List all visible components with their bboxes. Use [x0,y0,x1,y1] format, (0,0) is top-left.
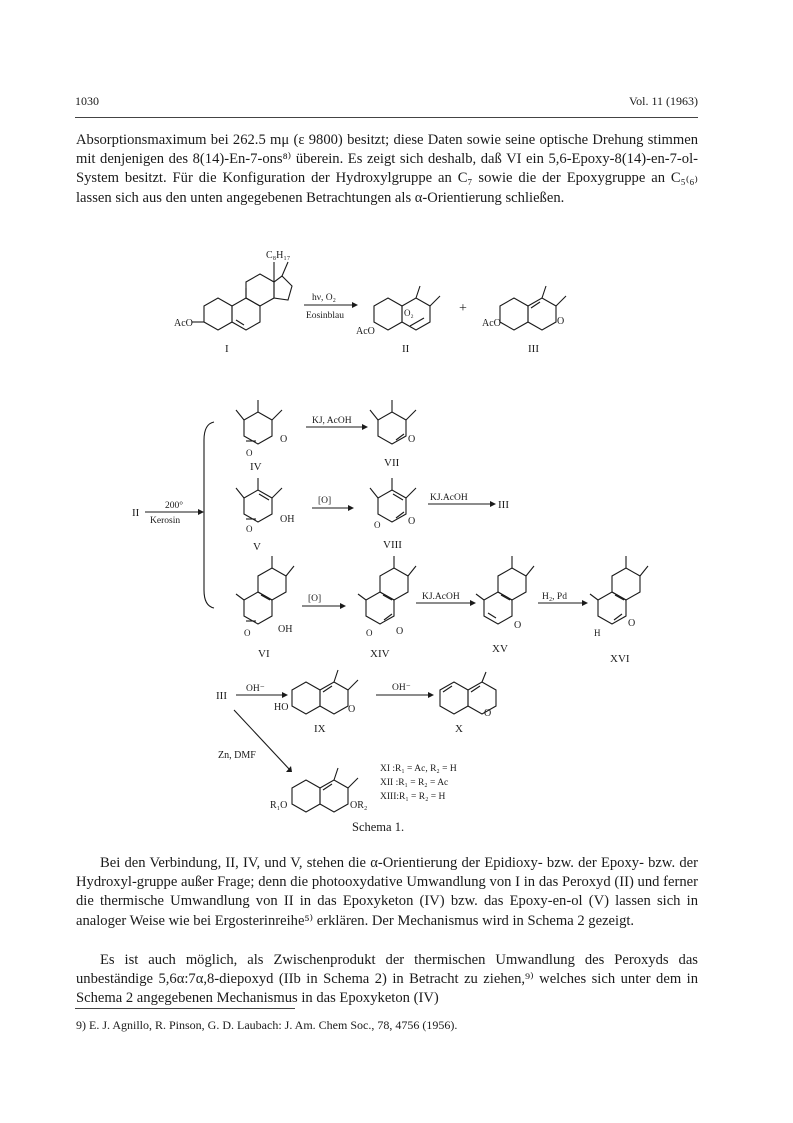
oxo-label-XIV: O [396,626,404,637]
product-III-label: III [498,499,509,511]
ho-label-IX: HO [274,702,289,713]
arrow-III-to-XI [234,710,290,770]
compound-IV-structure [236,400,282,444]
epoxy-label-IV: O [246,448,253,458]
epoxy-label-VIII: O [374,520,381,530]
aco-label-I: AcO [174,318,193,329]
reagent-h2-pd: H₂, Pd [542,592,567,602]
scheme-caption: Schema 1. [352,820,405,834]
or2-label: OR₂ [350,800,368,811]
reagent-kj-acoh-2: KJ.AcOH [430,493,468,503]
oxo-label-XV: O [514,620,522,631]
reagent-kj-acoh-1: KJ, AcOH [312,416,352,426]
aco-label-II: AcO [356,326,375,337]
reagent-kj-acoh-3: KJ.AcOH [422,592,460,602]
reagent-oh-minus-2: OH⁻ [392,683,411,693]
oxo-label-III: O [557,316,565,327]
legend-XIII: XIII:R₁ = R₂ = H [380,792,446,802]
side-chain-label: C₈H₁₇ [266,250,291,261]
legend-XI: XI :R₁ = Ac, R₂ = H [380,764,457,774]
legend-XII: XII :R₁ = R₂ = Ac [380,778,449,788]
compound-label-XVI: XVI [610,653,630,665]
plus-sign: + [459,301,467,316]
body-paragraph-1: Bei den Verbindung, II, IV, und V, stehen die α-Orientierung der Epidioxy- bzw. der Epoxy- bzw. der Hydroxyl-gruppe außer Frage; denn die photooxydative Umwandlung von I in das Peroxyd (II) und ferner die thermische Umwandlung von II in das Epoxyketon (IV) bzw. das Epoxy-en-ol (V) lassen sich in analoger Weise wie bei Ergosterinreihe⁵⁾ erklären. Der Mechanismus wird in Schema 2 gezeigt. [76,855,698,929]
oxo-label-X: O [484,708,492,719]
hydroxy-label-V: OH [280,514,295,525]
compound-XIV-structure [358,556,416,624]
compound-label-VII: VII [384,457,400,469]
oxo-label-VIII: O [408,516,416,527]
reagent-zn-dmf: Zn, DMF [218,750,256,761]
compound-label-I: I [225,343,229,355]
oxo-label-XVI: O [628,618,636,629]
r1o-label: R₁O [270,800,288,811]
compound-label-VIII: VIII [383,539,402,551]
compound-label-III: III [528,343,539,355]
compound-XV-structure [476,556,534,624]
reagent-thermal-bottom: Kerosin [150,516,181,526]
reagent-photo-bottom: Eosinblau [306,311,344,321]
reagent-ox-2: [O] [308,594,322,604]
compound-label-II: II [402,343,410,355]
compound-XVI-structure [590,556,648,624]
footnote-rule [75,1008,295,1009]
compound-label-IX: IX [314,723,326,735]
page-number: 1030 [75,94,99,108]
aco-label-III: AcO [482,318,501,329]
compound-label-XV: XV [492,643,508,655]
epoxy-label-XIV: O [366,628,373,638]
oxo-label-VII: O [408,434,416,445]
reagent-ox-1: [O] [318,496,332,506]
start-III-label: III [216,690,227,702]
body-paragraph-2: Es ist auch möglich, als Zwischenprodukt der thermischen Umwandlung des Peroxyds das unbeständige 5,6α:7α,8-diepoxyd (IIb in Schema 2) in Betracht zu ziehen,⁹⁾ welches sich unter dem in Schema 2 angegebenen Mechanismus in das Epoxyketon (IV) [76,952,698,1007]
reagent-thermal-top: 200° [165,501,184,511]
reagent-oh-minus-1: OH⁻ [246,684,265,694]
compound-label-XIV: XIV [370,648,390,660]
compound-I-structure [192,262,292,330]
intro-paragraph: Absorptionsmaximum bei 262.5 mμ (ε 9800) besitzt; diese Daten sowie seine optische Drehung stimmen mit denjenigen des 8(14)-En-7-ons⁸⁾ überein. Es zeigt sich deshalb, daß VI ein 5,6-Epoxy-8(14)-en-7-ol-System besitzt. Für die Konfiguration der Hydroxylgruppe an C₇ sowie die der Epoxygruppe an C₅₍₆₎ lassen sich aus den unten angegebenen Betrachtungen als α-Orientierung schließen. [76,132,698,206]
oxo-label-IV: O [280,434,288,445]
compound-label-X: X [455,723,463,735]
reagent-photo-top: hν, O₂ [312,293,336,303]
compound-V-structure [236,478,282,522]
epoxy-label-V: O [246,524,253,534]
compound-XI-XIII-structure [292,768,358,812]
compound-VI-structure [236,556,294,624]
peroxide-label-II: O₂ [404,308,414,318]
epoxy-label-VI: O [244,628,251,638]
oxo-label-IX: O [348,704,356,715]
hydrogen-label-XVI: H [594,628,601,638]
scheme-bracket [204,422,214,608]
compound-label-VI: VI [258,648,270,660]
running-header-volume: Vol. 11 (1963) [629,94,698,108]
footnote-9: 9) E. J. Agnillo, R. Pinson, G. D. Laubach: J. Am. Chem Soc., 78, 4756 (1956). [76,1018,458,1032]
start-II-label: II [132,507,140,519]
compound-label-V: V [253,541,261,553]
compound-label-IV: IV [250,461,262,473]
hydroxy-label-VI: OH [278,624,293,635]
